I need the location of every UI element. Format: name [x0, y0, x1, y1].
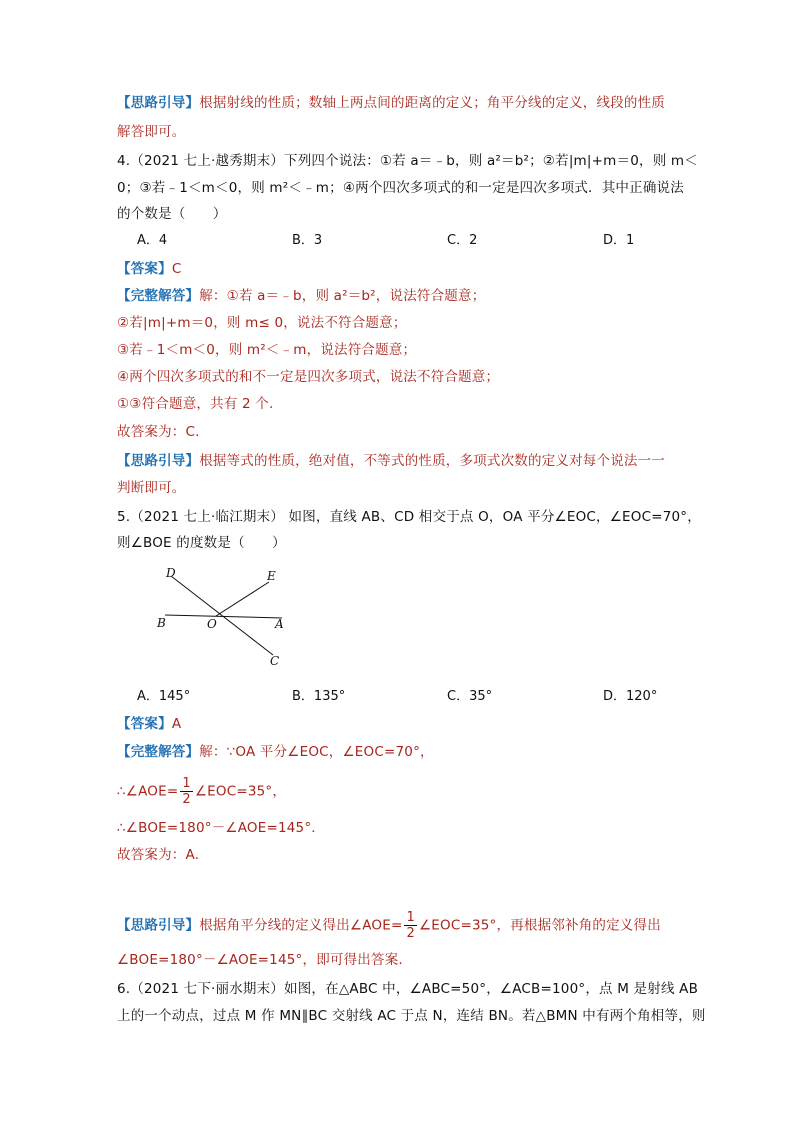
- q5-stem-line1: 5.（2021 七上·临江期末） 如图，直线 AB、CD 相交于点 O，OA 平分∠EOC，∠EOC=70°，: [117, 509, 701, 525]
- q4-option-b: B．3: [292, 233, 323, 248]
- label-b: B: [157, 616, 166, 630]
- q5-option-c: C．35°: [447, 689, 493, 704]
- label-d: D: [166, 566, 176, 580]
- label-c: C: [270, 654, 280, 668]
- prev-hint-line2: 解答即可。: [117, 124, 186, 140]
- q5-option-d: D．120°: [603, 689, 658, 704]
- label-a: A: [275, 617, 284, 631]
- q5-solution-line2: ∴∠AOE= $\frac{1}{2}$ ∠EOC=35°，: [117, 776, 287, 807]
- q4-solution-line4: ④两个四次多项式的和不一定是四次多项式，说法不符合题意；: [117, 369, 500, 385]
- label-o: O: [207, 617, 217, 631]
- q4-option-c: C．2: [447, 233, 478, 248]
- q5-hint-line1: 【思路引导】根据角平分线的定义得出∠AOE= $\frac{1}{2}$ ∠EOC=35°，再根据邻补角的定义得出: [117, 910, 661, 941]
- ray-oe: [216, 582, 269, 616]
- q5-stem-line2: 则∠BOE 的度数是（ ）: [117, 535, 286, 551]
- q5-option-a: A．145°: [137, 689, 191, 704]
- q5-option-b: B．135°: [292, 689, 346, 704]
- q5-geometry-figure: [148, 560, 298, 672]
- q5-answer: 【答案】A: [117, 716, 182, 732]
- q4-answer: 【答案】C: [117, 261, 182, 277]
- q4-option-a: A．4: [137, 233, 168, 248]
- label-e: E: [267, 569, 276, 583]
- q4-option-d: D．1: [603, 233, 635, 248]
- q6-stem-line1: 6.（2021 七下·丽水期末）如图，在△ABC 中，∠ABC=50°，∠ACB=100°，点 M 是射线 AB: [117, 981, 699, 997]
- q4-solution-line5: ①③符合题意，共有 2 个.: [117, 396, 274, 412]
- q4-stem-line1: 4.（2021 七上·越秀期末）下列四个说法：①若 a＝﹣b，则 a²＝b²；②若|m|+m＝0，则 m＜: [117, 153, 698, 169]
- q5-final-answer: 故答案为：A.: [117, 847, 200, 863]
- q5-solution-line3: ∴∠BOE=180°－∠AOE=145°．: [117, 820, 325, 836]
- q4-stem-line2: 0；③若﹣1＜m＜0，则 m²＜﹣m；④两个四次多项式的和一定是四次多项式．其中正确说法: [117, 180, 684, 196]
- q4-solution-line3: ③若﹣1＜m＜0，则 m²＜﹣m，说法符合题意；: [117, 342, 417, 358]
- q4-stem-line3: 的个数是（ ）: [117, 206, 227, 222]
- q4-hint-line2: 判断即可。: [117, 480, 186, 496]
- fraction-one-half-hint: $\frac{1}{2}$: [406, 910, 415, 941]
- q6-stem-line2: 上的一个动点，过点 M 作 MN∥BC 交射线 AC 于点 N，连结 BN。若△BMN 中有两个角相等，则: [117, 1008, 706, 1024]
- q5-solution-line1: 【完整解答】解：∵OA 平分∠EOC，∠EOC=70°，: [117, 744, 434, 760]
- q4-hint-line1: 【思路引导】根据等式的性质，绝对值，不等式的性质，多项式次数的定义对每个说法一一: [117, 453, 666, 469]
- prev-hint-line1: 【思路引导】根据射线的性质；数轴上两点间的距离的定义；角平分线的定义，线段的性质: [117, 95, 666, 111]
- q4-solution-line2: ②若|m|+m＝0，则 m≤ 0，说法不符合题意；: [117, 315, 407, 331]
- q5-hint-line2: ∠BOE=180°－∠AOE=145°，即可得出答案.: [117, 952, 403, 968]
- fraction-one-half: $\frac{1}{2}$: [182, 776, 191, 807]
- q4-solution-line1: 【完整解答】解：①若 a＝﹣b，则 a²＝b²，说法符合题意；: [117, 288, 486, 304]
- q4-final-answer: 故答案为：C.: [117, 424, 200, 440]
